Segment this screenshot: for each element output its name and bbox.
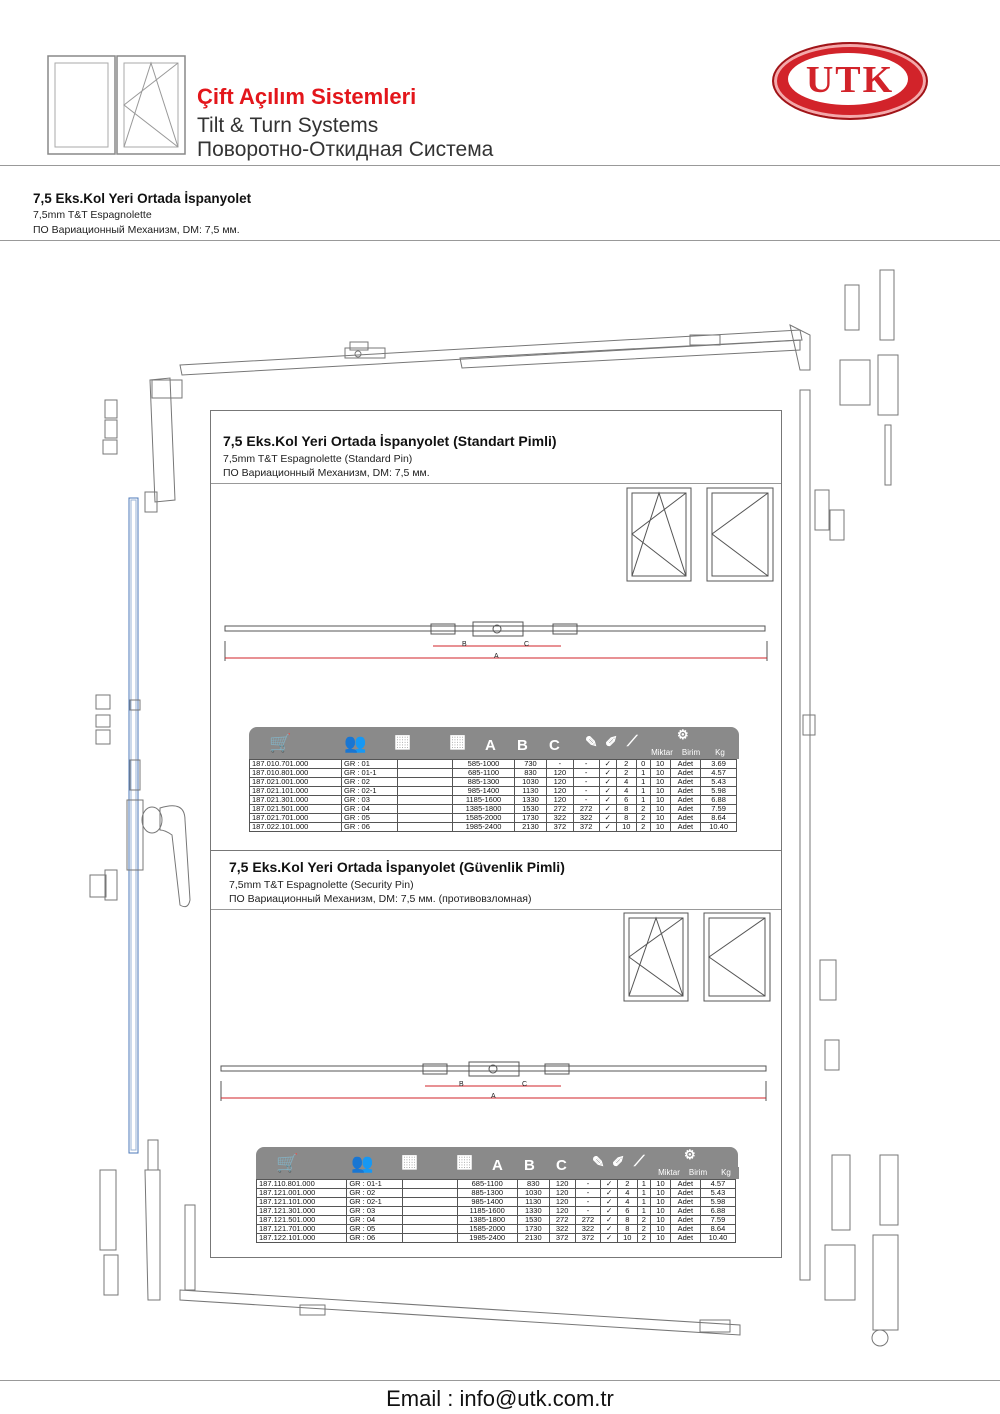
cell-c: - [575,1198,601,1207]
cell-blank [398,805,453,814]
cell-c: 272 [573,805,599,814]
cell-kg: 7.59 [701,805,737,814]
cell-pin: 1 [637,1180,651,1189]
cell-code: 187.022.101.000 [250,823,342,832]
cell-c: 372 [575,1234,601,1243]
panel-standard [210,410,782,852]
cell-c: - [573,760,599,769]
cell-b: 120 [547,787,573,796]
cell-unit: Adet [670,1216,700,1225]
cell-pin: 1 [636,796,650,805]
cell-screw: 4 [616,787,636,796]
check-icon: ✓ [601,1198,618,1207]
cell-pin: 1 [636,787,650,796]
sub-hdr-birim: Birim [677,747,705,759]
cell-blank [402,1180,457,1189]
cell-b: 120 [549,1180,575,1189]
cell-blank [402,1216,457,1225]
footer-divider [0,1380,1000,1381]
cell-pin: 1 [636,778,650,787]
screw-icon: ✐ [612,1154,625,1171]
cell-a: 830 [517,1180,549,1189]
pin-icon: ⟋ [634,1153,645,1170]
panel-standard-head [223,433,557,479]
cell-qty: 10 [650,814,670,823]
pin-icon: ⟋ [627,733,638,750]
users-icon: 👥 [344,733,367,753]
cell-group: GR : 02 [347,1189,402,1198]
check-icon: ✓ [599,760,616,769]
cell-a: 1030 [517,1189,549,1198]
window-height-icon: ▦ [449,731,467,751]
panel-standard-title: 7,5 Eks.Kol Yeri Ortada İspanyolet (Standart Pimli) [223,433,557,449]
cell-screw: 2 [617,1180,637,1189]
cell-screw: 4 [617,1198,637,1207]
dim-a-label-2: A [491,1093,496,1100]
cell-range: 1385-1800 [457,1216,517,1225]
cell-code: 187.021.301.000 [250,796,342,805]
cell-blank [398,760,453,769]
panel-security-tbody [257,1180,736,1243]
cell-c: 372 [573,823,599,832]
cell-b: 120 [549,1198,575,1207]
cell-b: 272 [549,1216,575,1225]
panel-standard-divider [211,483,781,484]
check-icon: ✓ [599,814,616,823]
cell-qty: 10 [650,787,670,796]
cell-kg: 5.43 [700,1189,735,1198]
cell-code: 187.122.101.000 [257,1234,347,1243]
panel-security-line1: 7,5mm T&T Espagnolette (Security Pin) [229,879,414,891]
cell-group: GR : 04 [342,805,398,814]
cell-kg: 5.98 [701,787,737,796]
cell-a: 1130 [517,1198,549,1207]
cell-a: 830 [514,769,547,778]
check-icon: ✓ [599,778,616,787]
cell-qty: 10 [650,805,670,814]
panel-standard-table [249,759,737,832]
cell-qty: 10 [650,769,670,778]
col-a-header: A [485,737,496,754]
cell-a: 1130 [514,787,547,796]
cell-a: 1330 [517,1207,549,1216]
cell-b: 120 [547,778,573,787]
cell-group: GR : 01 [342,760,398,769]
cell-range: 985-1400 [457,1198,517,1207]
panel-standard-tbody [250,760,737,832]
check-icon: ✓ [599,805,616,814]
table-row [257,1234,736,1243]
panel-security-table [256,1179,736,1243]
section-line1: 7,5mm T&T Espagnolette [33,209,152,221]
cell-group: GR : 04 [347,1216,402,1225]
cell-group: GR : 01-1 [342,769,398,778]
cell-blank [402,1225,457,1234]
cell-group: GR : 02-1 [347,1198,402,1207]
cell-pin: 0 [636,760,650,769]
cell-b: 322 [547,814,573,823]
cell-unit: Adet [670,805,701,814]
cell-blank [398,787,453,796]
cell-a: 730 [514,760,547,769]
cell-qty: 10 [651,1234,671,1243]
cell-qty: 10 [651,1225,671,1234]
cell-screw: 10 [617,1234,637,1243]
cell-b: - [547,760,573,769]
cell-pin: 1 [637,1207,651,1216]
cell-unit: Adet [670,1207,700,1216]
header-title-ru: Поворотно-Откидная Система [197,138,494,161]
cell-code: 187.121.101.000 [257,1198,347,1207]
col-b-header: B [517,737,528,754]
cell-screw: 10 [616,823,636,832]
cell-kg: 6.88 [701,796,737,805]
cell-qty: 10 [650,796,670,805]
cell-screw: 2 [616,760,636,769]
cell-b: 120 [547,769,573,778]
cell-unit: Adet [670,1180,700,1189]
cell-pin: 2 [637,1216,651,1225]
cell-group: GR : 05 [342,814,398,823]
cell-pin: 1 [637,1198,651,1207]
cell-pin: 2 [637,1234,651,1243]
cell-kg: 4.57 [700,1180,735,1189]
col-b-header: B [524,1157,535,1174]
cell-unit: Adet [670,814,701,823]
cell-c: 322 [575,1225,601,1234]
cell-kg: 10.40 [700,1234,735,1243]
cell-range: 885-1300 [453,778,514,787]
cell-group: GR : 06 [342,823,398,832]
cell-blank [402,1207,457,1216]
cell-group: GR : 03 [347,1207,402,1216]
col-a-header: A [492,1157,503,1174]
cell-screw: 6 [616,796,636,805]
cell-screw: 8 [617,1216,637,1225]
utk-logo [772,42,928,120]
cell-kg: 5.43 [701,778,737,787]
logo-text: UTK [805,59,895,101]
cell-c: - [573,787,599,796]
cell-pin: 2 [636,823,650,832]
cell-a: 1530 [517,1216,549,1225]
cell-range: 1585-2000 [457,1225,517,1234]
footer-email[interactable]: Email : info@utk.com.tr [386,1386,614,1411]
cell-a: 1730 [517,1225,549,1234]
cell-kg: 8.64 [700,1225,735,1234]
check-icon: ✓ [601,1234,618,1243]
cell-unit: Adet [670,1234,700,1243]
sub-hdr-birim-2: Birim [684,1167,712,1179]
cell-blank [398,814,453,823]
cell-group: GR : 02-1 [342,787,398,796]
cell-range: 1385-1800 [453,805,514,814]
cell-range: 985-1400 [453,787,514,796]
cell-b: 272 [547,805,573,814]
sub-hdr-miktar-2: Miktar [655,1167,683,1179]
check-icon: ✓ [601,1225,618,1234]
cell-code: 187.121.001.000 [257,1189,347,1198]
cell-qty: 10 [650,823,670,832]
dim-a-label: A [494,653,499,660]
cart-icon: 🛒 [269,733,292,753]
check-icon: ✓ [599,796,616,805]
cell-pin: 2 [637,1225,651,1234]
cell-code: 187.010.701.000 [250,760,342,769]
cell-unit: Adet [670,796,701,805]
cell-blank [402,1198,457,1207]
cell-qty: 10 [651,1180,671,1189]
cell-blank [398,778,453,787]
window-icon [47,55,187,155]
cell-pin: 2 [636,805,650,814]
panel-security-head [229,859,565,905]
cell-range: 1585-2000 [453,814,514,823]
cell-b: 120 [547,796,573,805]
cart-icon: 🛒 [276,1153,299,1173]
cell-blank [398,823,453,832]
cell-group: GR : 03 [342,796,398,805]
cell-group: GR : 02 [342,778,398,787]
cell-c: - [575,1180,601,1189]
cell-range: 1185-1600 [457,1207,517,1216]
cell-screw: 6 [617,1207,637,1216]
cell-code: 187.121.501.000 [257,1216,347,1225]
cell-pin: 2 [636,814,650,823]
panel-security [210,850,782,1258]
package-icon: ⚙ [684,1147,696,1162]
dim-b-label-2: B [459,1081,464,1088]
cell-qty: 10 [651,1198,671,1207]
section-line2: ПО Вариационный Механизм, DM: 7,5 мм. [33,224,240,236]
panel-security-line2: ПО Вариационный Механизм, DM: 7,5 мм. (противовзломная) [229,893,532,905]
cell-kg: 8.64 [701,814,737,823]
cell-group: GR : 01-1 [347,1180,402,1189]
cell-range: 1985-2400 [453,823,514,832]
panel-security-window-icons [623,911,773,1006]
sub-hdr-kg: Kg [706,747,734,759]
header-title-tr: Çift Açılım Sistemleri [197,84,417,109]
cell-unit: Adet [670,1225,700,1234]
package-icon: ⚙ [677,727,689,742]
check-icon: ✓ [599,769,616,778]
cell-c: - [573,796,599,805]
window-width-icon: ▦ [394,731,412,751]
cell-code: 187.021.101.000 [250,787,342,796]
cell-a: 2130 [517,1234,549,1243]
cell-blank [398,769,453,778]
cell-code: 187.010.801.000 [250,769,342,778]
cell-code: 187.110.801.000 [257,1180,347,1189]
cell-c: - [573,778,599,787]
panel-standard-line2: ПО Вариационный Механизм, DM: 7,5 мм. [223,467,430,479]
cell-a: 1030 [514,778,547,787]
col-c-header: C [556,1157,567,1174]
cell-pin: 1 [636,769,650,778]
cell-a: 1730 [514,814,547,823]
cell-kg: 7.59 [700,1216,735,1225]
cell-unit: Adet [670,769,701,778]
cell-unit: Adet [670,1198,700,1207]
check-icon: ✓ [599,823,616,832]
cell-screw: 2 [616,769,636,778]
check-icon: ✓ [601,1189,618,1198]
cell-qty: 10 [650,760,670,769]
cell-range: 885-1300 [457,1189,517,1198]
cell-unit: Adet [670,787,701,796]
cell-pin: 1 [637,1189,651,1198]
cell-range: 685-1100 [453,769,514,778]
cell-b: 322 [549,1225,575,1234]
cell-a: 1330 [514,796,547,805]
cell-blank [398,796,453,805]
cell-group: GR : 05 [347,1225,402,1234]
header-title-en: Tilt & Turn Systems [197,114,379,137]
sub-hdr-miktar: Miktar [648,747,676,759]
cell-a: 2130 [514,823,547,832]
cell-b: 120 [549,1189,575,1198]
panel-standard-line1: 7,5mm T&T Espagnolette (Standard Pin) [223,453,413,465]
cell-qty: 10 [650,778,670,787]
dim-c-label-2: C [522,1081,528,1088]
cell-qty: 10 [651,1216,671,1225]
users-icon: 👥 [351,1153,374,1173]
cell-group: GR : 06 [347,1234,402,1243]
window-width-icon: ▦ [401,1151,419,1171]
cell-blank [402,1234,457,1243]
cell-screw: 4 [617,1189,637,1198]
cell-kg: 3.69 [701,760,737,769]
cell-unit: Adet [670,778,701,787]
cell-b: 120 [549,1207,575,1216]
check-icon: ✓ [599,787,616,796]
cell-a: 1530 [514,805,547,814]
window-height-icon: ▦ [456,1151,474,1171]
cell-screw: 8 [617,1225,637,1234]
cell-screw: 8 [616,814,636,823]
cell-c: 272 [575,1216,601,1225]
cell-code: 187.121.301.000 [257,1207,347,1216]
dim-b-label: B [462,641,467,648]
cell-unit: Adet [670,823,701,832]
cell-range: 1185-1600 [453,796,514,805]
cell-code: 187.021.701.000 [250,814,342,823]
cell-c: 322 [573,814,599,823]
cell-unit: Adet [670,1189,700,1198]
cell-range: 585-1000 [453,760,514,769]
cell-qty: 10 [651,1189,671,1198]
cell-qty: 10 [651,1207,671,1216]
cell-range: 1985-2400 [457,1234,517,1243]
cell-kg: 5.98 [700,1198,735,1207]
cell-kg: 10.40 [701,823,737,832]
cell-code: 187.021.501.000 [250,805,342,814]
cell-screw: 4 [616,778,636,787]
cell-kg: 4.57 [701,769,737,778]
cell-screw: 8 [616,805,636,814]
cell-code: 187.021.001.000 [250,778,342,787]
section-divider [0,240,1000,241]
panel-standard-window-icons [626,486,776,586]
check-icon: ✓ [601,1207,618,1216]
panel-security-divider [211,909,781,910]
header-divider [0,165,1000,166]
cell-blank [402,1189,457,1198]
section-title: 7,5 Eks.Kol Yeri Ortada İspanyolet [33,191,252,206]
cell-kg: 6.88 [700,1207,735,1216]
check-icon: ✓ [601,1216,618,1225]
screw-icon: ✐ [605,734,618,751]
cell-c: - [573,769,599,778]
dim-c-label: C [524,641,530,648]
check-icon: ✓ [601,1180,618,1189]
col-c-header: C [549,737,560,754]
cell-b: 372 [549,1234,575,1243]
table-row [250,823,737,832]
cell-range: 685-1100 [457,1180,517,1189]
cell-code: 187.121.701.000 [257,1225,347,1234]
cell-b: 372 [547,823,573,832]
lock-icon: ✎ [585,734,598,751]
sub-hdr-kg-2: Kg [713,1167,739,1179]
cell-c: - [575,1207,601,1216]
panel-security-title: 7,5 Eks.Kol Yeri Ortada İspanyolet (Güvenlik Pimli) [229,859,565,875]
lock-icon: ✎ [592,1154,605,1171]
cell-c: - [575,1189,601,1198]
cell-unit: Adet [670,760,701,769]
